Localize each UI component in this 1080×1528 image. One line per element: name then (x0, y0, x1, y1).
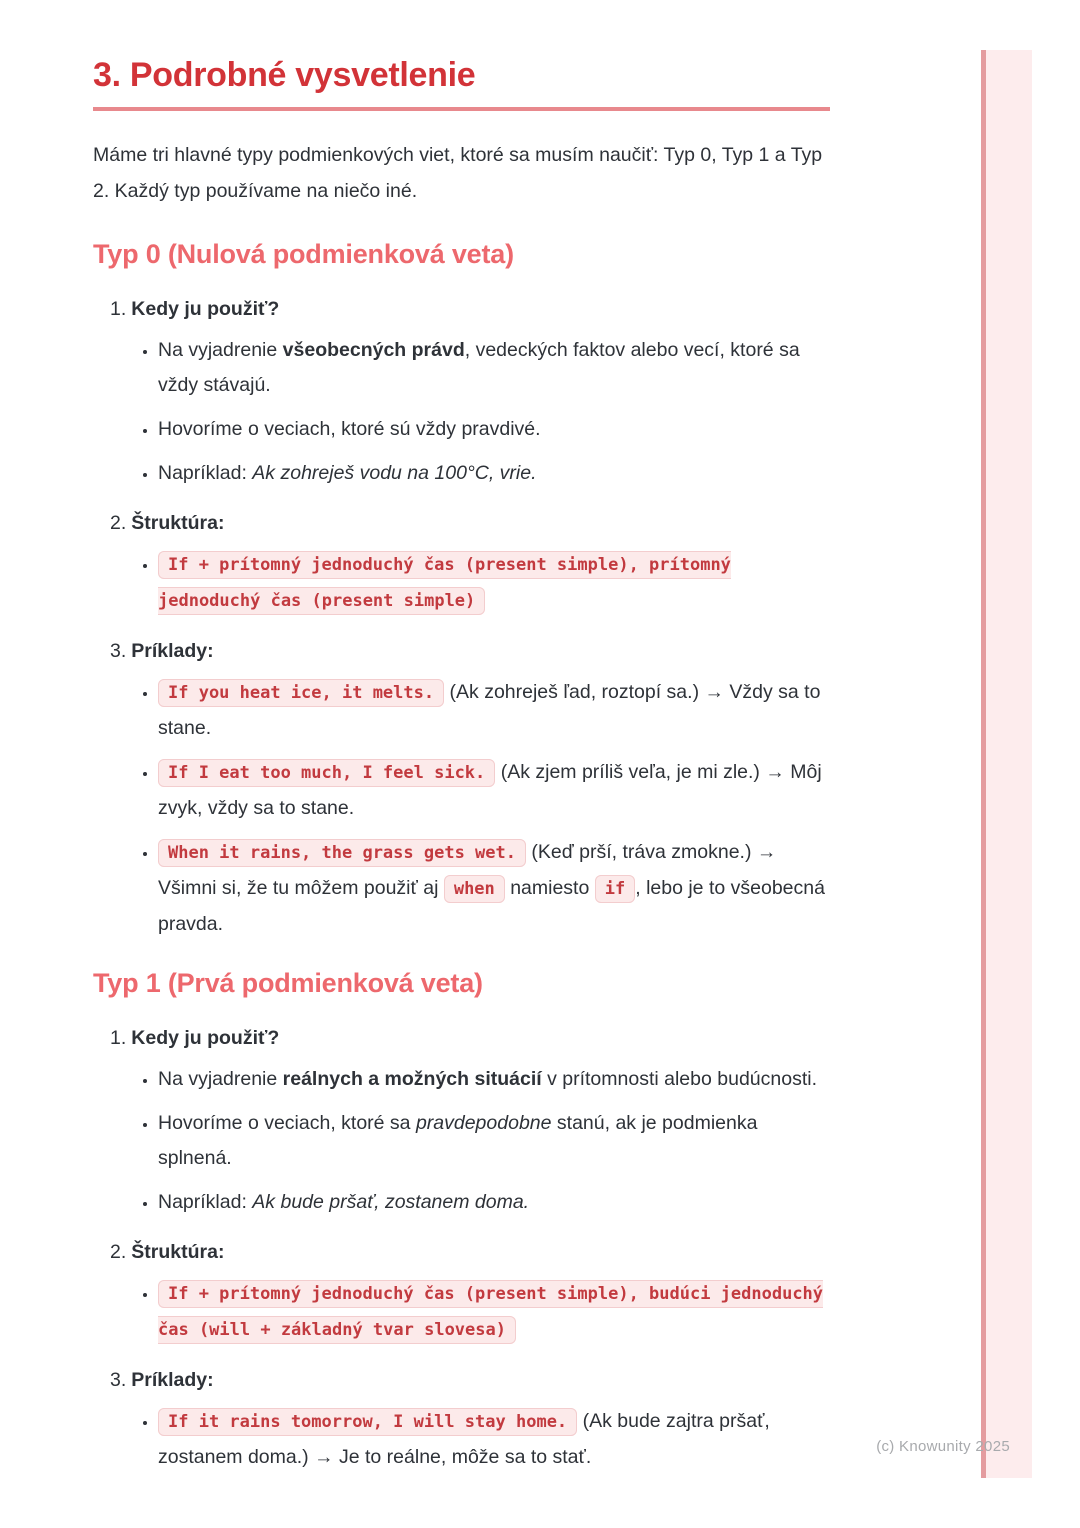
item-number: 3. (110, 639, 127, 662)
side-accent-panel (981, 50, 1032, 1478)
item-number: 2. (110, 511, 127, 534)
text-fragment: stanú, ak je podmienka splnená. (158, 1111, 758, 1169)
list-item (158, 1062, 830, 1097)
bullet-list-typ1-kedy (93, 1062, 830, 1220)
text-fragment: (Ak zjem príliš veľa, je mi zle.) → Môj zvyk, vždy sa to stane. (158, 760, 822, 819)
list-item (158, 1106, 830, 1176)
item-label: Štruktúra: (131, 1240, 225, 1263)
item-label: Príklady: (131, 1368, 214, 1391)
text-fragment: Na vyjadrenie (158, 338, 283, 361)
text-fragment: Hovoríme o veciach, ktoré sú vždy pravdivé. (158, 417, 541, 440)
inline-code: When it rains, the grass gets wet. (158, 839, 526, 867)
italic-text: pravdepodobne (415, 1111, 552, 1134)
bold-text: reálnych a možných situácií (282, 1067, 542, 1090)
list-item (158, 675, 830, 746)
text-fragment: Hovoríme o veciach, ktoré sa (158, 1111, 416, 1134)
list-item (158, 1276, 830, 1348)
inline-code: If you heat ice, it melts. (158, 679, 444, 707)
inline-code: If + prítomný jednoduchý čas (present simple), budúci jednoduchý čas (will + základný tvar slovesa) (158, 1280, 823, 1344)
item-number: 1. (110, 297, 127, 320)
bullet-list-typ1-priklady (93, 1404, 830, 1475)
list-item (158, 456, 830, 491)
text-fragment: Napríklad: (158, 461, 253, 484)
list-item (158, 1185, 830, 1220)
bold-text: všeobecných právd (282, 338, 465, 361)
list-item (158, 835, 830, 942)
section-heading-typ0: Typ 0 (Nulová podmienková veta) (93, 238, 514, 269)
inline-code: If + prítomný jednoduchý čas (present simple), prítomný jednoduchý čas (present simple) (158, 551, 731, 615)
bullet-list-typ0-priklady (93, 675, 830, 942)
list-item (158, 412, 830, 447)
text-fragment: , vedeckých faktov alebo vecí, ktoré sa vždy stávajú. (158, 338, 800, 396)
watermark: (c) Knowunity 2025 (876, 1438, 1010, 1455)
numbered-item-typ1-struktura (93, 1240, 830, 1264)
numbered-item-typ0-kedy (93, 297, 830, 321)
title-divider (93, 107, 830, 111)
bullet-list-typ0-struktura (93, 547, 830, 619)
item-label: Štruktúra: (131, 511, 225, 534)
page-title: 3. Podrobné vysvetlenie (93, 56, 476, 94)
text-fragment: (Keď prší, tráva zmokne.) → Všimni si, že tu môžem použiť aj (158, 840, 777, 899)
text-fragment: (Ak bude zajtra pršať, zostanem doma.) → Je to reálne, môže sa to stať. (158, 1409, 770, 1468)
numbered-item-typ0-struktura (93, 511, 830, 535)
section-heading-typ1: Typ 1 (Prvá podmienková veta) (93, 967, 483, 998)
bullet-list-typ1-struktura (93, 1276, 830, 1348)
italic-text: Ak bude pršať, zostanem doma. (252, 1190, 530, 1213)
inline-code: If I eat too much, I feel sick. (158, 759, 495, 787)
intro-paragraph: Máme tri hlavné typy podmienkových viet, ktoré sa musím naučiť: Typ 0, Typ 1 a Typ 2. Každý typ používame na niečo iné. (93, 143, 823, 202)
italic-text: Ak zohreješ vodu na 100°C, vrie. (252, 461, 537, 484)
item-label: Kedy ju použiť? (131, 1026, 280, 1049)
numbered-item-typ1-kedy (93, 1026, 830, 1050)
list-item (158, 1404, 830, 1475)
item-number: 1. (110, 1026, 127, 1049)
text-fragment: v prítomnosti alebo budúcnosti. (541, 1067, 817, 1090)
item-number: 2. (110, 1240, 127, 1263)
list-item (158, 333, 830, 403)
item-label: Kedy ju použiť? (131, 297, 280, 320)
inline-code: If it rains tomorrow, I will stay home. (158, 1408, 577, 1436)
document-content (93, 0, 830, 1484)
bullet-list-typ0-kedy (93, 333, 830, 491)
list-item (158, 755, 830, 826)
text-fragment: (Ak zohreješ ľad, roztopí sa.) → Vždy sa to stane. (158, 680, 821, 739)
numbered-item-typ0-priklady (93, 639, 830, 663)
inline-code: when (444, 875, 505, 903)
text-fragment: namiesto (504, 876, 595, 899)
inline-code: if (595, 875, 635, 903)
text-fragment: Napríklad: (158, 1190, 253, 1213)
list-item (158, 547, 830, 619)
numbered-item-typ1-priklady (93, 1368, 830, 1392)
item-label: Príklady: (131, 639, 214, 662)
item-number: 3. (110, 1368, 127, 1391)
text-fragment: , lebo je to všeobecná pravda. (158, 876, 825, 935)
text-fragment: Na vyjadrenie (158, 1067, 283, 1090)
